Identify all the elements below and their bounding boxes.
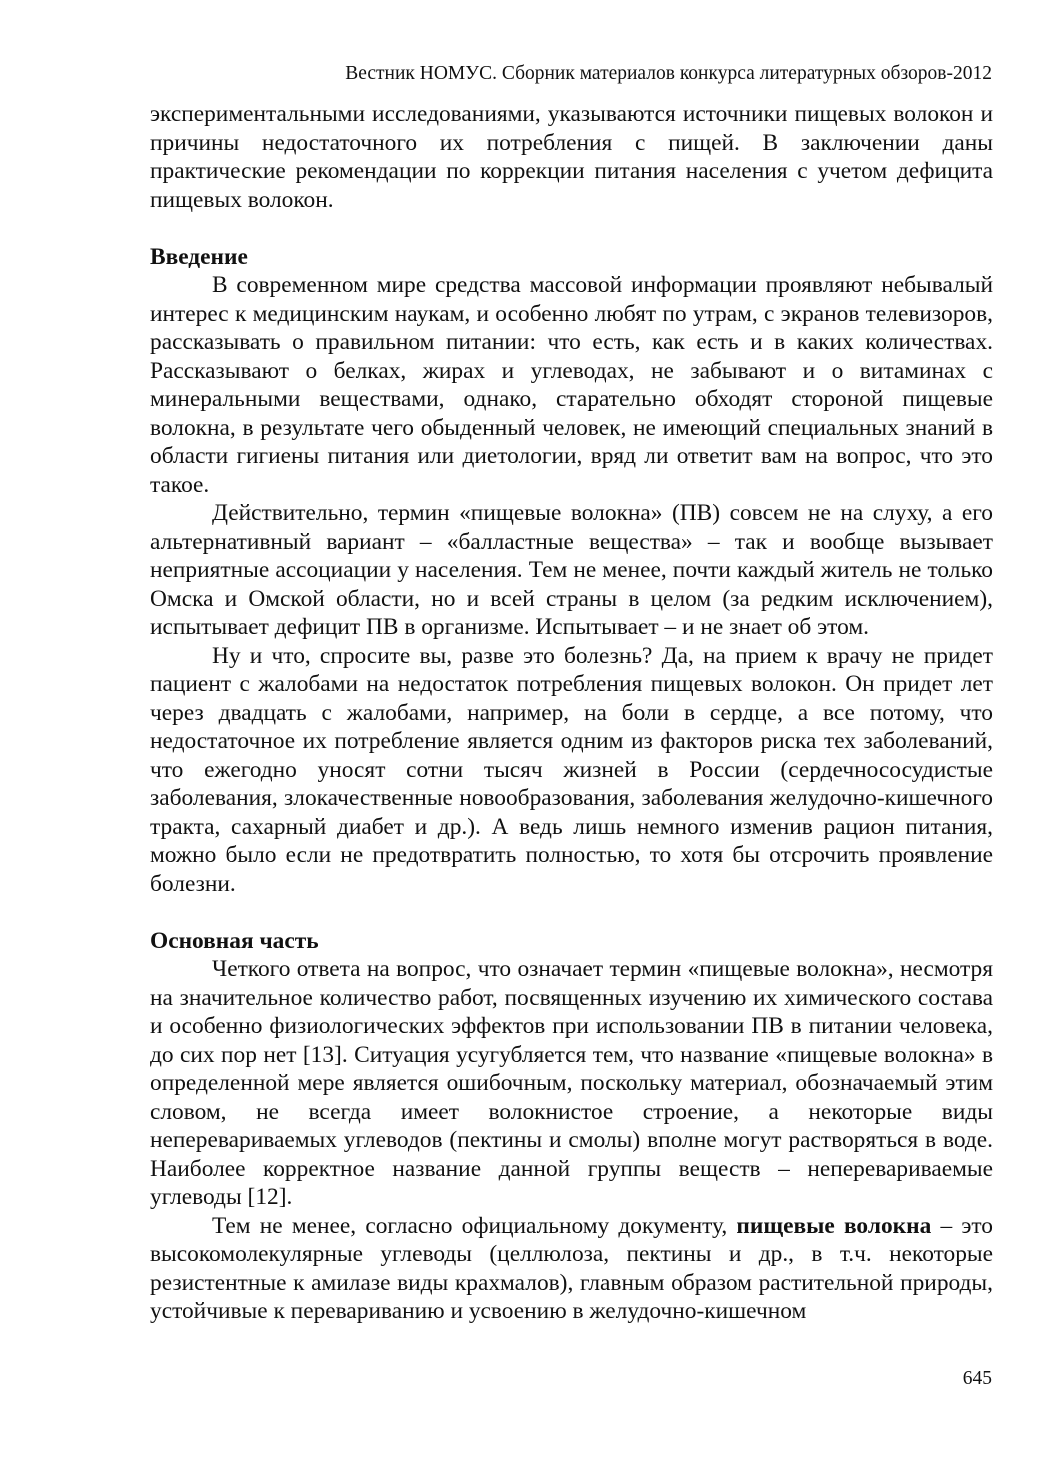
section-spacer	[150, 898, 993, 927]
main-paragraph-2-rest: – это высокомолекулярные углеводы (целлюлоза, пектины и др., в т.ч. некоторые резистентные к амилазе виды крахмалов), главным образом растительной природы, устойчивые к перевариванию и усвоению в желудочно-кишечном	[150, 1212, 993, 1324]
section-heading-main: Основная часть	[150, 927, 319, 954]
abstract-continuation: экспериментальными исследованиями, указываются источники пищевых волокон и причины недостаточного их потребления с пищей. В заключении даны практические рекомендации по коррекции питания населения с учетом дефицита пищевых волокон.	[150, 101, 993, 213]
intro-paragraph-3: Ну и что, спросите вы, разве это болезнь? Да, на прием к врачу не придет пациент с жалобами на недостаток потребления пищевых волокон. Он придет лет через двадцать с жалобами, например, на боли в сердце, а все потому, что недостаточное их потребление является одним из факторов риска тех заболеваний, что ежегодно уносят сотни тысяч жизней в России (сердечнососудистые заболевания, злокачественные новообразования, заболевания желудочно-кишечного тракта, сахарный диабет и др.). А ведь лишь немного изменив рацион питания, можно было если не предотвратить полностью, то хотя бы отсрочить проявление болезни.	[150, 642, 993, 897]
intro-paragraph-1: В современном мире средства массовой информации проявляют небывалый интерес к медицинским наукам, и особенно любят по утрам, с экранов телевизоров, рассказывать о правильном питании: что есть, как есть и в каких количествах. Рассказывают о белках, жирах и углеводах, не забывают и о витаминах с минеральными веществами, однако, старательно обходят стороной пищевые волокна, в результате чего обыденный человек, не имеющий специальных знаний в области гигиены питания или диетологии, вряд ли ответит вам на вопрос, что это такое.	[150, 272, 993, 498]
section-spacer	[150, 214, 993, 243]
page-number: 645	[962, 1368, 992, 1389]
defined-term-dietary-fiber: пищевые волокна	[736, 1212, 932, 1239]
main-paragraph-2-lead: Тем не менее, согласно официальному документу,	[212, 1212, 737, 1239]
running-header: Вестник НОМУС. Сборник материалов конкурса литературных обзоров-2012	[345, 63, 992, 84]
article-body	[150, 100, 993, 1326]
section-heading-introduction: Введение	[150, 243, 248, 270]
intro-paragraph-2: Действительно, термин «пищевые волокна» (ПВ) совсем не на слуху, а его альтернативный вариант – «балластные вещества» – так и вообще вызывает неприятные ассоциации у населения. Тем не менее, почти каждый житель не только Омска и Омской области, но и всей страны в целом (за редким исключением), испытывает дефицит ПВ в организме. Испытывает – и не знает об этом.	[150, 500, 993, 640]
main-paragraph-1: Четкого ответа на вопрос, что означает термин «пищевые волокна», несмотря на значительное количество работ, посвященных изучению их химического состава и особенно физиологических эффектов при использовании ПВ в питании человека, до сих пор нет [13]. Ситуация усугубляется тем, что название «пищевые волокна» в определенной мере является ошибочным, поскольку материал, обозначаемый этим словом, не всегда имеет волокнистое строение, а некоторые виды неперевариваемых углеводов (пектины и смолы) вполне могут растворяться в воде. Наиболее корректное название данной группы веществ – неперевариваемые углеводы [12].	[150, 956, 993, 1210]
main-paragraph-2	[150, 1212, 993, 1326]
